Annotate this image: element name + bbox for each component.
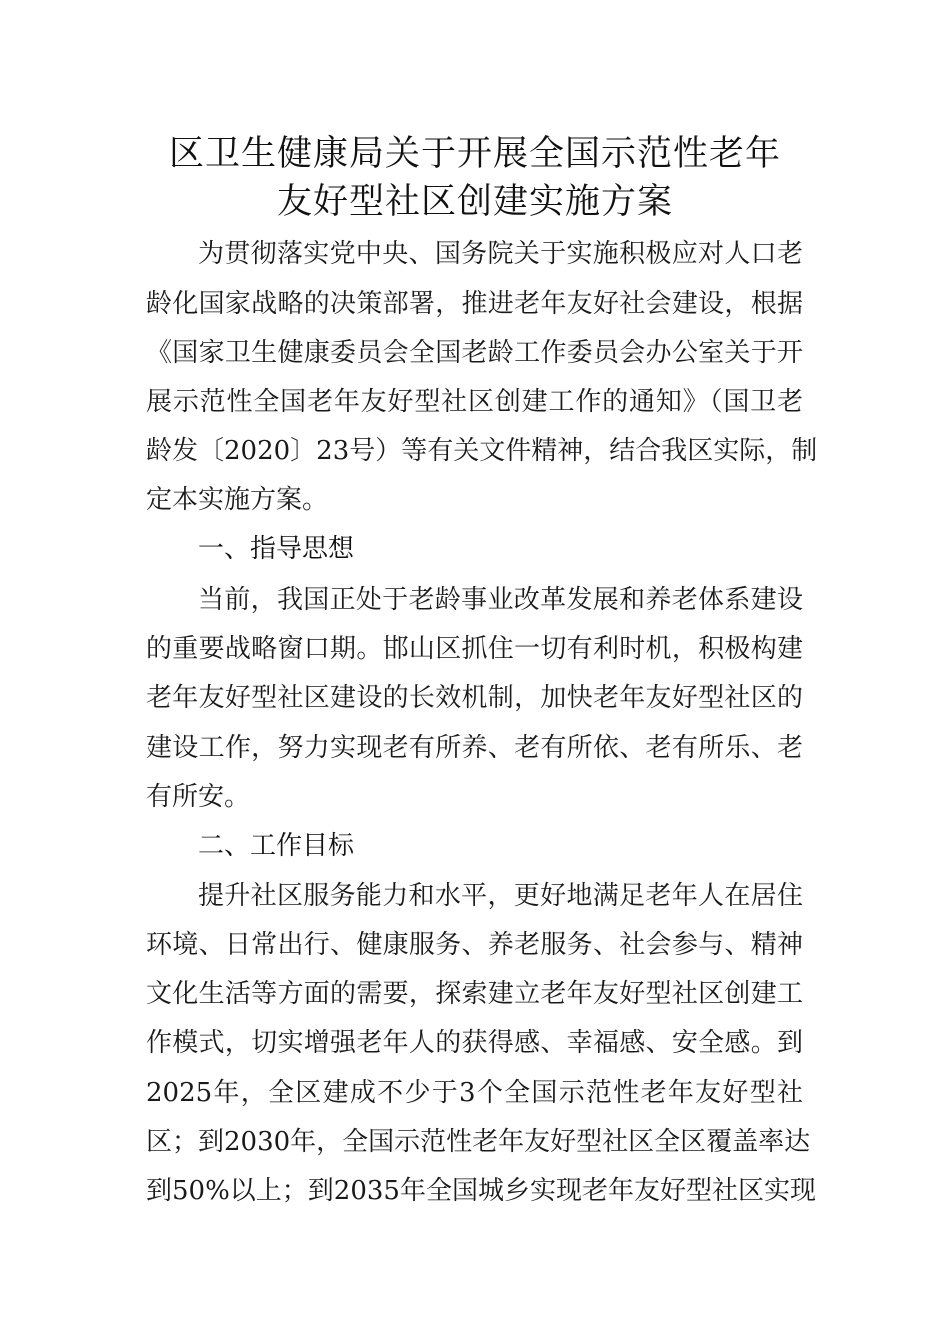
intro-line: 定本实施方案。 — [146, 485, 329, 515]
section1-line: 当前，我国正处于老龄事业改革发展和养老体系建设 — [198, 585, 803, 615]
document-title-line-1: 区卫生健康局关于开展全国示范性老年 — [168, 134, 781, 174]
document-title-line-2: 友好型社区创建实施方案 — [276, 182, 673, 222]
intro-line: 龄化国家战略的决策部署，推进老年友好社会建设，根据 — [146, 289, 803, 319]
section2-line: 2025年，全区建成不少于3个全国示范性老年友好型社 — [146, 1078, 803, 1108]
section1-line: 有所安。 — [146, 782, 251, 812]
section2-line: 作模式，切实增强老年人的获得感、幸福感、安全感。到 — [146, 1028, 803, 1058]
intro-line: 龄发〔2020〕23号）等有关文件精神，结合我区实际，制 — [146, 436, 818, 466]
section2-line: 区；到2030年，全国示范性老年友好型社区全区覆盖率达 — [146, 1127, 811, 1157]
section2-line: 到50%以上；到2035年全国城乡实现老年友好型社区实现 — [146, 1176, 816, 1206]
intro-line: 《国家卫生健康委员会全国老龄工作委员会办公室关于开 — [146, 338, 803, 368]
section1-line: 的重要战略窗口期。邯山区抓住一切有利时机，积极构建 — [146, 634, 803, 664]
section2-line: 提升社区服务能力和水平，更好地满足老年人在居住 — [198, 881, 803, 911]
section2-line: 文化生活等方面的需要，探索建立老年友好型社区创建工 — [146, 979, 803, 1009]
section1-line: 建设工作，努力实现老有所养、老有所依、老有所乐、老 — [146, 733, 803, 763]
section-heading-work-goals: 二、工作目标 — [198, 831, 355, 861]
intro-line: 为贯彻落实党中央、国务院关于实施积极应对人口老 — [198, 239, 803, 269]
section2-line: 环境、日常出行、健康服务、养老服务、社会参与、精神 — [146, 930, 803, 960]
intro-line: 展示范性全国老年友好型社区创建工作的通知》（国卫老 — [146, 387, 803, 417]
section-heading-guiding-ideology: 一、指导思想 — [198, 534, 355, 564]
section1-line: 老年友好型社区建设的长效机制，加快老年友好型社区的 — [146, 683, 803, 713]
